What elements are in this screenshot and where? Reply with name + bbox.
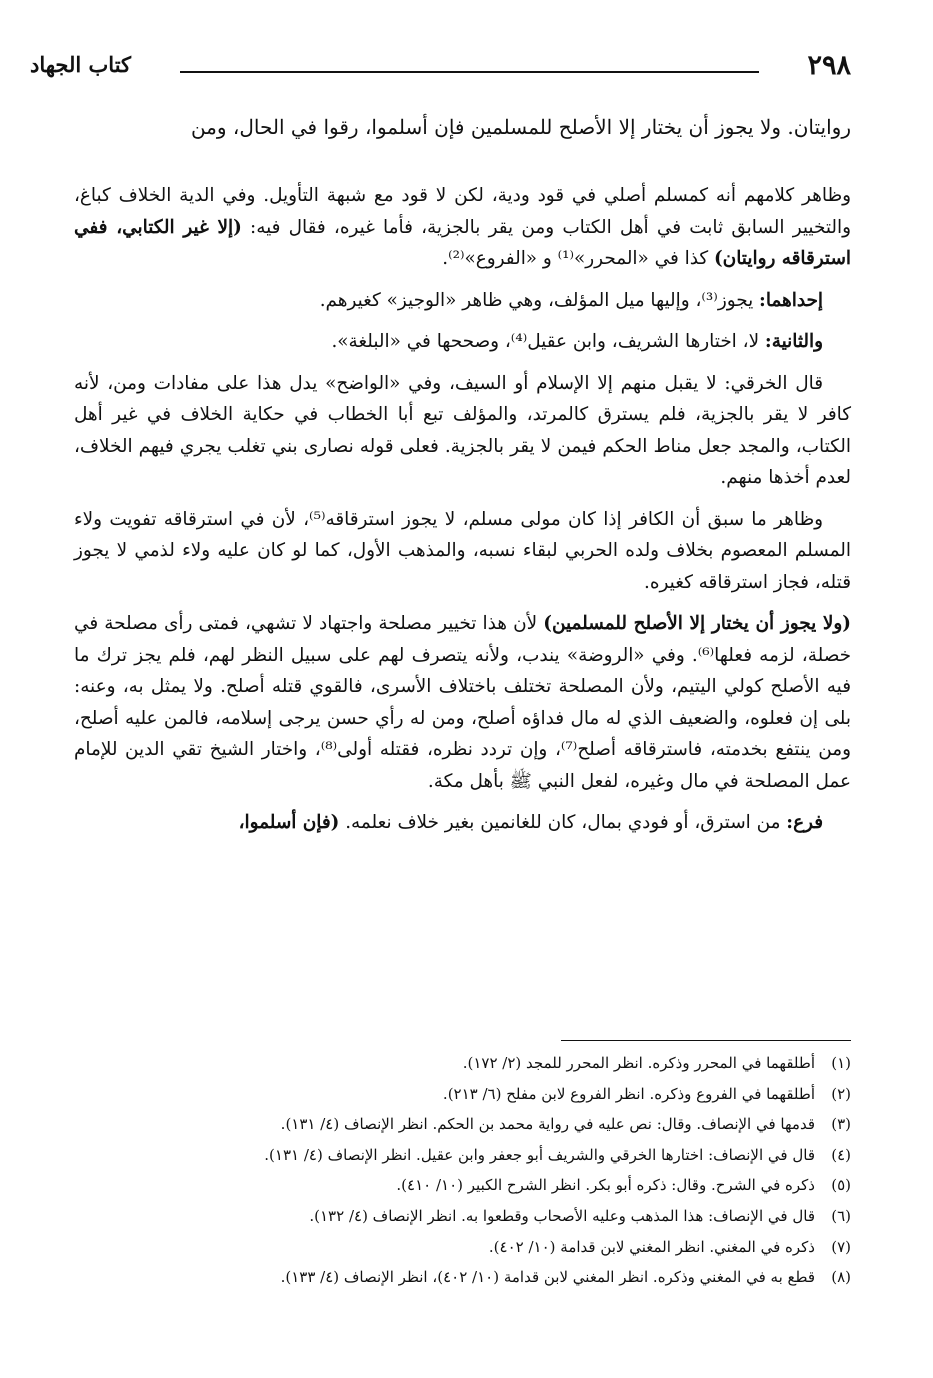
footnote-number: (٦)	[831, 1206, 851, 1225]
footnote-8	[74, 1262, 851, 1293]
paragraph-1	[74, 180, 851, 275]
paragraph-6-quote: (ولا يجوز أن يختار إلا الأصلح للمسلمين)	[543, 613, 851, 634]
footnote-number: (٨)	[831, 1268, 851, 1287]
header-rule	[180, 71, 759, 73]
paragraph-7-lead: فرع:	[786, 812, 823, 833]
footnote-number: (٥)	[831, 1176, 851, 1195]
footnote-number: (٢)	[831, 1084, 851, 1103]
paragraph-2-lead: إحداهما:	[759, 289, 823, 311]
footnote-2	[74, 1079, 851, 1110]
paragraph-1-text: وظاهر كلامهم أنه كمسلم أصلي في قود ودية، لكن لا قود مع شبهة التأويل. وفي الدية الخلاف كباغ، والتخيير السابق ثابت في أهل الكتاب ومن يقر بالجزية، فأما غيره، فقال فيه:	[74, 185, 851, 238]
footnote-3	[74, 1109, 851, 1140]
footnote-text: ذكره في المغني. انظر المغني لابن قدامة (١٠/ ٤٠٢).	[488, 1237, 815, 1256]
footnote-text: قدمها في الإنصاف. وقال: نص عليه في رواية محمد بن الحكم. انظر الإنصاف (٤/ ١٣١).	[280, 1115, 815, 1134]
paragraph-2-text: يجوز⁽³⁾، وإليها ميل المؤلف، وهي ظاهر «الوجيز» كغيرهم.	[319, 289, 760, 311]
paragraph-5: وظاهر ما سبق أن الكافر إذا كان مولى مسلم، لا يجوز استرقاقه⁽⁵⁾، لأن في استرقاقه تفويت ولاء المسلم المعصوم بخلاف ولده الحربي لبقاء نسبه، والمذهب الأول، كما لو كان عليه ولاء لذمي لا يجوز قتله، فجاز استرقاقه كغيره.	[74, 508, 851, 593]
footnote-7	[74, 1232, 851, 1263]
footnote-1	[74, 1048, 851, 1079]
footnote-4	[74, 1140, 851, 1171]
paragraph-7-quote: (فإن أسلموا،	[238, 812, 340, 833]
commentary-body	[74, 180, 851, 849]
footnote-number: (٧)	[831, 1237, 851, 1256]
footnotes	[74, 1048, 851, 1293]
footnote-text: أطلقهما في المحرر وذكره. انظر المحرر للمجد (٢/ ١٧٢).	[462, 1054, 815, 1072]
footnote-number: (٣)	[831, 1115, 851, 1134]
footnote-number: (٤)	[831, 1145, 851, 1164]
footnote-text: أطلقهما في الفروع وذكره. انظر الفروع لابن مفلح (٦/ ٢١٣).	[442, 1084, 815, 1103]
page-number: ٢٩٨	[807, 50, 851, 81]
paragraph-7	[74, 807, 851, 839]
footnote-5	[74, 1170, 851, 1201]
footnote-separator	[561, 1040, 851, 1041]
paragraph-6-text: لأن هذا تخيير مصلحة واجتهاد لا تشهي، فمتى رأى مصلحة في خصلة، لزمه فعلها⁽⁶⁾. وفي «الروضة» يندب، ولأنه يتصرف لهم على سبيل النظر لهم، فلم يجز ترك ما فيه الأصلح كولي اليتيم، ولأن المصلحة تختلف باختلاف الأسرى، فالقوي قتله أصلح. ولا يمثل به، وعنه: بلى إن فعلوه، والضعيف الذي له مال فداؤه أصلح، ومن له رأي حسن يرجى إسلامه، فالمن عليه أصلح، ومن ينتفع بخدمته، فاسترقاقه أصلح⁽⁷⁾، وإن تردد نظره، فقتله أولى⁽⁸⁾، واختار الشيخ تقي الدين للإمام عمل المصلحة في مال وغيره، لفعل النبي ﷺ بأهل مكة.	[74, 613, 852, 792]
footnote-6	[74, 1201, 851, 1232]
paragraph-6	[74, 608, 851, 797]
paragraph-3-lead: والثانية:	[764, 331, 823, 352]
paragraph-3-text: لا، اختارها الشريف، وابن عقيل⁽⁴⁾، وصححها في «البلغة».	[331, 331, 765, 352]
paragraph-2	[74, 285, 851, 317]
paragraph-3	[74, 326, 851, 358]
paragraph-1-quote: (إلا غير الكتابي، ففي استرقاقه روايتان)	[74, 216, 851, 269]
page-header	[30, 50, 851, 92]
footnote-text: قطع به في المغني وذكره. انظر المغني لابن قدامة (١٠/ ٤٠٢)، انظر الإنصاف (٤/ ١٣٣).	[280, 1268, 815, 1287]
paragraph-7-text: من استرق، أو فودي بمال، كان للغانمين بغير خلاف نعلمه.	[339, 812, 787, 833]
matn-text: روايتان. ولا يجوز أن يختار إلا الأصلح للمسلمين فإن أسلموا، رقوا في الحال، ومن	[190, 115, 851, 139]
paragraph-4: قال الخرقي: لا يقبل منهم إلا الإسلام أو السيف، وفي «الواضح» يدل هذا على مفادات ومن، لأنه كافر لا يقر بالجزية، فلم يسترق كالمرتد، والمؤلف تبع أبا الخطاب في حكاية الخلاف في غير أهل الكتاب، والمجد جعل مناط الحكم فيمن لا يقر بالجزية. فعلى قوله نصارى بني تغلب يجري فيهم الخلاف، لعدم أخذها منهم.	[74, 372, 851, 488]
footnote-text: قال في الإنصاف: هذا المذهب وعليه الأصحاب وقطعوا به. انظر الإنصاف (٤/ ١٣٢).	[309, 1206, 815, 1225]
footnote-text: قال في الإنصاف: اختارها الخرقي والشريف أبو جعفر وابن عقيل. انظر الإنصاف (٤/ ١٣١).	[264, 1145, 815, 1164]
footnote-number: (١)	[831, 1054, 851, 1072]
running-title: كتاب الجهاد	[30, 52, 132, 77]
paragraph-1-tail: كذا في «المحرر»⁽¹⁾ و «الفروع»⁽²⁾.	[442, 248, 714, 269]
footnote-text: ذكره في الشرح. وقال: ذكره أبو بكر. انظر الشرح الكبير (١٠/ ٤١٠).	[396, 1176, 815, 1195]
